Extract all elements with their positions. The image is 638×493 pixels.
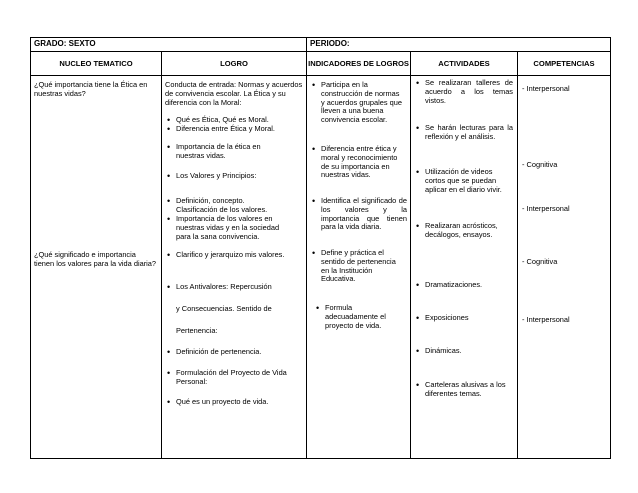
logro-item: • Definición de pertenencia. [176, 348, 302, 357]
logro-item: • Definición, concepto. Clasificación de los valores. [176, 197, 286, 215]
actividad-item: • Se realizaran talleres de acuerdo a los temas vistos. [425, 79, 513, 105]
nucleo-cell [31, 76, 162, 459]
logro-item: • Importancia de los valores en nuestras vidas y en la sociedad para la sana convivencia. [176, 215, 286, 241]
actividad-item: • Se harán lecturas para la reflexión y el análisis. [425, 124, 513, 142]
question-2: ¿Qué significado e importancia tienen los valores para la vida diaria? [34, 250, 157, 268]
question-1: ¿Qué importancia tiene la Ética en nuestras vidas? [34, 80, 148, 98]
competencia-item: - Interpersonal [522, 84, 570, 93]
competencia-item: - Cognitiva [522, 160, 558, 169]
logro-item: • Formulación del Proyecto de Vida Personal: [176, 369, 294, 387]
competencia-item: - Cognitiva [522, 257, 558, 266]
col-indicadores: INDICADORES DE LOGROS [307, 52, 411, 76]
logro-intro: Conducta de entrada: Normas y acuerdos de convivencia escolar. La Ética y su diferencia con la Moral: [165, 80, 303, 107]
col-actividades: ACTIVIDADES [411, 52, 518, 76]
indicador-item: • Identifica el significado de los valores y la importancia que tienen para la vida diaria. [321, 197, 407, 232]
logro-continuation: Pertenencia: [176, 326, 218, 335]
logro-cell [162, 76, 307, 459]
logro-continuation: y Consecuencias. Sentido de [176, 304, 272, 313]
logro-item: • Qué es un proyecto de vida. [176, 398, 302, 407]
actividad-item: • Carteleras alusivas a los diferentes temas. [425, 381, 513, 399]
logro-item: • Los Antivalores: Repercusión [176, 283, 302, 292]
actividad-item: • Dinámicas. [425, 347, 513, 356]
planning-table [30, 37, 611, 459]
logro-item: • Clarifico y jerarquizo mis valores. [176, 251, 286, 260]
actividad-item: • Dramatizaciones. [425, 281, 513, 290]
indicador-item: • Diferencia entre ética y moral y reconocimiento de su importancia en nuestras vidas. [321, 145, 405, 180]
grado-cell: GRADO: SEXTO [31, 38, 307, 52]
competencias-cell [518, 76, 611, 459]
col-competencias: COMPETENCIAS [518, 52, 611, 76]
col-nucleo: NUCLEO TEMATICO [31, 52, 162, 76]
actividad-item: • Utilización de videos cortos que se puedan aplicar en el diario vivir. [425, 168, 513, 194]
indicador-item: • Define y práctica el sentido de pertenencia en la Institución Educativa. [321, 249, 405, 284]
header-row [31, 38, 611, 52]
column-header-row [31, 52, 611, 76]
indicadores-cell [307, 76, 411, 459]
actividad-item: • Realizaran acrósticos, decálogos, ensayos. [425, 222, 501, 240]
plan-document [30, 37, 610, 459]
logro-item: • Qué es Ética, Qué es Moral. [176, 116, 302, 125]
col-logro: LOGRO [162, 52, 307, 76]
logro-item: • Importancia de la ética en nuestras vidas. [176, 143, 286, 161]
actividad-item: • Exposiciones [425, 314, 513, 323]
actividades-cell [411, 76, 518, 459]
competencia-item: - Interpersonal [522, 204, 570, 213]
logro-item: • Diferencia entre Ética y Moral. [176, 125, 286, 134]
indicador-item: • Formula adecuadamente el proyecto de vida. [325, 304, 399, 330]
competencia-item: - Interpersonal [522, 315, 570, 324]
periodo-cell: PERIODO: [307, 38, 611, 52]
indicador-item: • Participa en la construcción de normas y acuerdos grupales que lleven a una buena convivencia escolar. [321, 81, 405, 125]
logro-item: • Los Valores y Principios: [176, 172, 302, 181]
content-row [31, 76, 611, 459]
